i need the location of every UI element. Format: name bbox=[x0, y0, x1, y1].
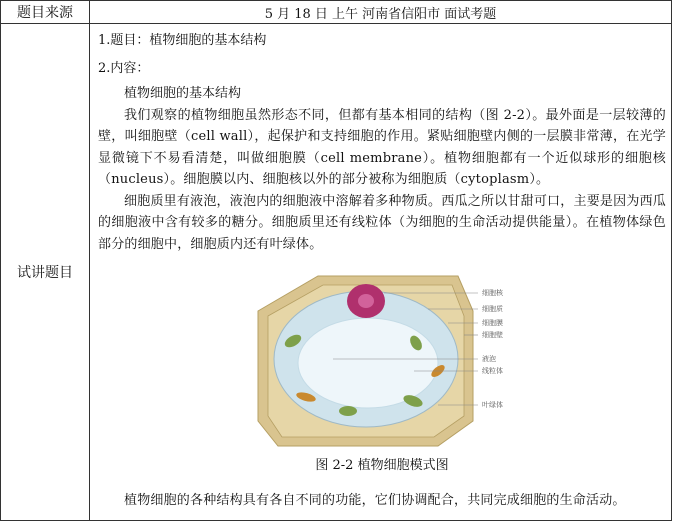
content-cell bbox=[90, 24, 672, 521]
vacuole-shape bbox=[298, 318, 438, 408]
paragraph-2: 细胞质里有液泡，液泡内的细胞液中溶解着多种物质。西瓜之所以甘甜可口，主要是因为西瓜的细胞液中含有较多的糖分。细胞质里还有线粒体（为细胞的生命活动提供能量）。在植物体绿色部分的细胞中，细胞质内还有叶绿体。 bbox=[98, 193, 666, 252]
content-label: 2.内容： bbox=[98, 60, 150, 76]
label-cytoplasm: 细胞质 bbox=[482, 305, 503, 313]
trial-topic-label: 试讲题目 bbox=[1, 24, 90, 521]
section-title: 植物细胞的基本结构 bbox=[124, 86, 242, 101]
source-value: 5 月 18 日 上午 河南省信阳市 面试考题 bbox=[90, 1, 672, 24]
figure-caption: 图 2-2 植物细胞模式图 bbox=[315, 458, 449, 473]
topic-line: 1.题目：植物细胞的基本结构 bbox=[98, 33, 267, 48]
label-nucleus: 细胞核 bbox=[482, 289, 503, 297]
source-label: 题目来源 bbox=[1, 1, 90, 24]
label-chloroplast: 叶绿体 bbox=[482, 401, 503, 409]
plant-cell-figure bbox=[238, 271, 538, 449]
label-membrane: 细胞膜 bbox=[482, 319, 503, 327]
label-vacuole: 液泡 bbox=[482, 355, 496, 363]
label-wall: 细胞壁 bbox=[482, 331, 503, 339]
plant-cell-diagram bbox=[238, 271, 538, 449]
paragraph-1: 我们观察的植物细胞虽然形态不同，但都有基本相同的结构（图 2-2）。最外面是一层较薄的壁，叫细胞壁（cell wall），起保护和支持细胞的作用。紧贴细胞壁内侧的一层膜非常薄，在光学显微镜下不易看清楚，叫做细胞膜（cell membrane）。植物细胞都有一个近似球形的细胞核（nucleus）。细胞膜以内、细胞核以外的部分被称为细胞质（cytoplasm）。 bbox=[98, 107, 666, 187]
paragraph-3: 植物细胞的各种结构具有各自不同的功能，它们协调配合，共同完成细胞的生命活动。 bbox=[124, 492, 626, 508]
label-mitochondria: 线粒体 bbox=[482, 367, 503, 375]
